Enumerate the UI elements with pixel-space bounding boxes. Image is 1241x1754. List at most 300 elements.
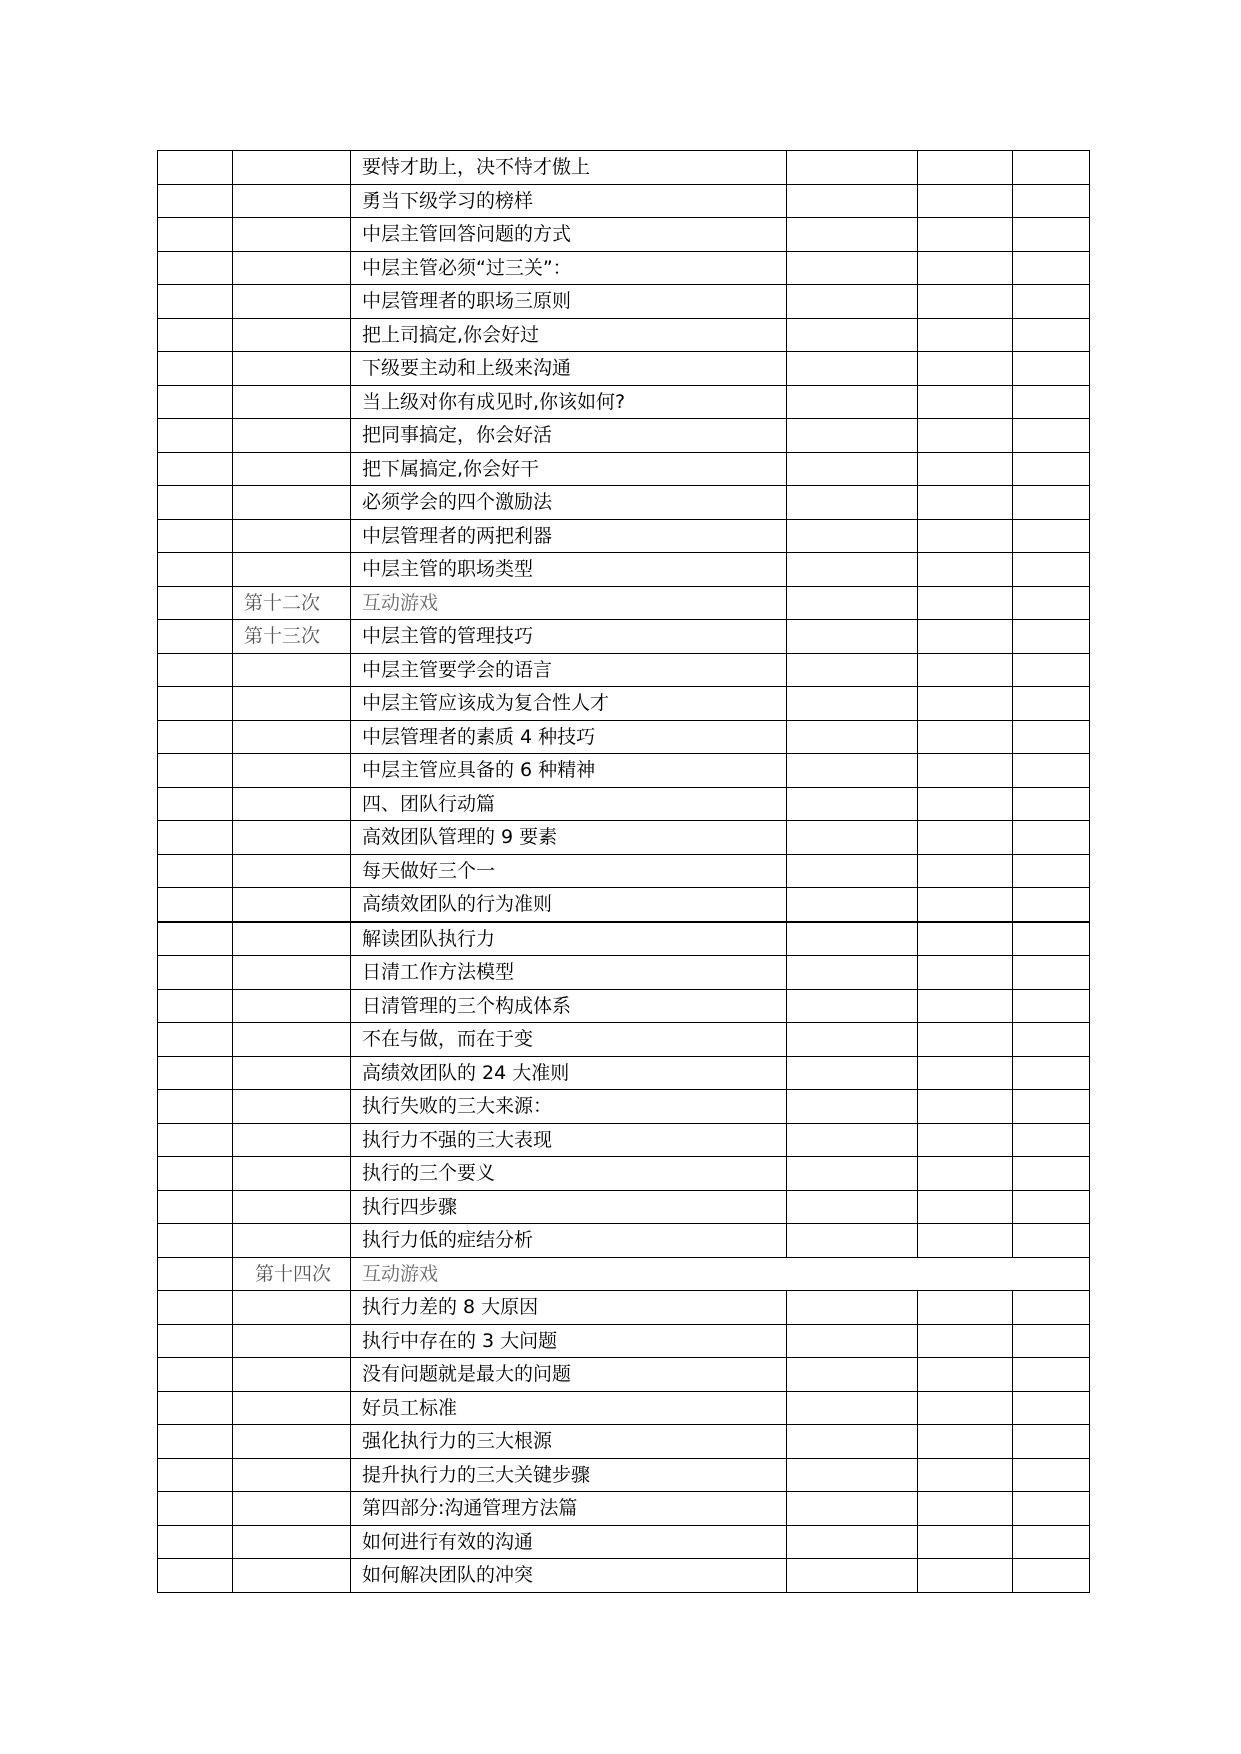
- cell-session: [233, 989, 351, 1023]
- topic-text: 执行力低的症结分析: [362, 1229, 534, 1252]
- cell-session: [233, 1257, 351, 1291]
- table-row: [158, 419, 1090, 453]
- topic-text: 强化执行力的三大根源: [362, 1430, 553, 1453]
- cell-extra-3: [1013, 989, 1090, 1023]
- cell-session: [233, 888, 351, 922]
- topic-text: 中层主管的管理技巧: [362, 625, 534, 648]
- topic-text: 执行四步骤: [362, 1195, 458, 1218]
- table-row: [158, 620, 1090, 654]
- session-label: 第十四次: [255, 1262, 332, 1285]
- cell-index: [158, 1023, 233, 1057]
- topic-text: 提升执行力的三大关键步骤: [362, 1463, 591, 1486]
- cell-index: [158, 1458, 233, 1492]
- cell-extra-2: [918, 419, 1013, 453]
- topic-text: 中层主管的职场类型: [362, 558, 534, 581]
- table-row: [158, 352, 1090, 386]
- cell-extra-3: [1013, 787, 1090, 821]
- cell-extra-1: [787, 1056, 918, 1090]
- topic-text: 中层主管应该成为复合性人才: [362, 692, 610, 715]
- cell-extra-3: [1013, 1492, 1090, 1526]
- cell-extra-3: [1013, 218, 1090, 252]
- cell-topic: [351, 1257, 1090, 1291]
- cell-extra-1: [787, 218, 918, 252]
- cell-session: [233, 586, 351, 620]
- cell-index: [158, 385, 233, 419]
- cell-extra-1: [787, 285, 918, 319]
- cell-extra-1: [787, 1224, 918, 1258]
- cell-extra-1: [787, 452, 918, 486]
- table-row: [158, 1358, 1090, 1392]
- cell-index: [158, 419, 233, 453]
- cell-topic: [351, 854, 787, 888]
- cell-extra-3: [1013, 184, 1090, 218]
- cell-extra-2: [918, 1458, 1013, 1492]
- cell-topic: [351, 251, 787, 285]
- cell-index: [158, 1090, 233, 1124]
- cell-session: [233, 1224, 351, 1258]
- cell-session: [233, 653, 351, 687]
- cell-index: [158, 184, 233, 218]
- session-label: 第十三次: [244, 625, 321, 648]
- cell-session: [233, 787, 351, 821]
- cell-extra-1: [787, 251, 918, 285]
- cell-session: [233, 854, 351, 888]
- cell-extra-2: [918, 1358, 1013, 1392]
- topic-text: 必须学会的四个激励法: [362, 491, 553, 514]
- table-row: [158, 586, 1090, 620]
- cell-extra-3: [1013, 318, 1090, 352]
- topic-text: 执行力差的 8 大原因: [362, 1296, 539, 1319]
- cell-index: [158, 821, 233, 855]
- cell-extra-2: [918, 352, 1013, 386]
- cell-extra-3: [1013, 1291, 1090, 1325]
- cell-index: [158, 586, 233, 620]
- topic-text: 勇当下级学习的榜样: [362, 189, 534, 212]
- cell-extra-3: [1013, 553, 1090, 587]
- cell-extra-3: [1013, 1123, 1090, 1157]
- table-row: [158, 1559, 1090, 1593]
- cell-session: [233, 1157, 351, 1191]
- cell-topic: [351, 922, 787, 956]
- table-row: [158, 1157, 1090, 1191]
- cell-topic: [351, 385, 787, 419]
- cell-session: [233, 1425, 351, 1459]
- cell-extra-2: [918, 1123, 1013, 1157]
- cell-session: [233, 1358, 351, 1392]
- cell-index: [158, 754, 233, 788]
- cell-extra-3: [1013, 956, 1090, 990]
- table-row: [158, 318, 1090, 352]
- cell-extra-1: [787, 854, 918, 888]
- cell-session: [233, 151, 351, 185]
- cell-index: [158, 1559, 233, 1593]
- cell-extra-2: [918, 1525, 1013, 1559]
- cell-extra-3: [1013, 1358, 1090, 1392]
- cell-session: [233, 1090, 351, 1124]
- cell-topic: [351, 1056, 787, 1090]
- cell-extra-2: [918, 956, 1013, 990]
- cell-extra-2: [918, 1190, 1013, 1224]
- cell-topic: [351, 151, 787, 185]
- cell-index: [158, 285, 233, 319]
- table-row: [158, 151, 1090, 185]
- cell-extra-1: [787, 1190, 918, 1224]
- cell-session: [233, 687, 351, 721]
- cell-index: [158, 318, 233, 352]
- cell-extra-1: [787, 1425, 918, 1459]
- cell-index: [158, 519, 233, 553]
- topic-text: 执行力不强的三大表现: [362, 1128, 553, 1151]
- cell-topic: [351, 821, 787, 855]
- table-row: [158, 720, 1090, 754]
- table-body: [158, 151, 1090, 1593]
- cell-session: [233, 1190, 351, 1224]
- topic-text: 高效团队管理的 9 要素: [362, 826, 558, 849]
- cell-extra-1: [787, 586, 918, 620]
- topic-text: 四、团队行动篇: [362, 792, 496, 815]
- cell-session: [233, 1492, 351, 1526]
- cell-index: [158, 687, 233, 721]
- cell-topic: [351, 586, 787, 620]
- cell-extra-3: [1013, 720, 1090, 754]
- cell-index: [158, 653, 233, 687]
- cell-extra-2: [918, 620, 1013, 654]
- cell-session: [233, 251, 351, 285]
- cell-extra-2: [918, 1157, 1013, 1191]
- cell-extra-2: [918, 318, 1013, 352]
- cell-extra-2: [918, 553, 1013, 587]
- cell-extra-2: [918, 1090, 1013, 1124]
- course-schedule-table: [157, 150, 1090, 1593]
- topic-text: 执行失败的三大来源：: [362, 1095, 553, 1118]
- table-row: [158, 184, 1090, 218]
- table-row: [158, 1056, 1090, 1090]
- cell-extra-1: [787, 888, 918, 922]
- cell-index: [158, 787, 233, 821]
- cell-index: [158, 888, 233, 922]
- cell-extra-2: [918, 184, 1013, 218]
- cell-extra-3: [1013, 519, 1090, 553]
- cell-extra-1: [787, 787, 918, 821]
- cell-extra-2: [918, 854, 1013, 888]
- cell-extra-1: [787, 922, 918, 956]
- cell-session: [233, 1559, 351, 1593]
- table-row: [158, 285, 1090, 319]
- topic-text: 把同事搞定，你会好活: [362, 424, 553, 447]
- cell-extra-1: [787, 1157, 918, 1191]
- topic-text: 执行的三个要义: [362, 1162, 496, 1185]
- cell-extra-3: [1013, 151, 1090, 185]
- cell-extra-3: [1013, 1090, 1090, 1124]
- cell-topic: [351, 1458, 787, 1492]
- cell-extra-3: [1013, 1190, 1090, 1224]
- table-row: [158, 1391, 1090, 1425]
- table-row: [158, 1123, 1090, 1157]
- cell-index: [158, 486, 233, 520]
- cell-extra-3: [1013, 1324, 1090, 1358]
- topic-text: 下级要主动和上级来沟通: [362, 357, 572, 380]
- cell-topic: [351, 1157, 787, 1191]
- cell-extra-3: [1013, 754, 1090, 788]
- cell-topic: [351, 1425, 787, 1459]
- cell-index: [158, 1257, 233, 1291]
- table-row: [158, 956, 1090, 990]
- cell-topic: [351, 687, 787, 721]
- table-row: [158, 519, 1090, 553]
- cell-session: [233, 1056, 351, 1090]
- cell-index: [158, 1358, 233, 1392]
- cell-extra-1: [787, 956, 918, 990]
- cell-index: [158, 922, 233, 956]
- table-row: [158, 251, 1090, 285]
- cell-extra-3: [1013, 1525, 1090, 1559]
- cell-extra-3: [1013, 419, 1090, 453]
- topic-text: 当上级对你有成见时,你该如何?: [362, 390, 626, 413]
- table-row: [158, 1425, 1090, 1459]
- cell-topic: [351, 218, 787, 252]
- topic-text: 中层管理者的职场三原则: [362, 290, 572, 313]
- cell-extra-3: [1013, 888, 1090, 922]
- cell-topic: [351, 1090, 787, 1124]
- cell-extra-2: [918, 251, 1013, 285]
- cell-extra-3: [1013, 1023, 1090, 1057]
- cell-session: [233, 218, 351, 252]
- cell-extra-3: [1013, 285, 1090, 319]
- cell-topic: [351, 1224, 787, 1258]
- table-row: [158, 452, 1090, 486]
- cell-extra-1: [787, 821, 918, 855]
- cell-extra-1: [787, 151, 918, 185]
- cell-topic: [351, 720, 787, 754]
- cell-index: [158, 989, 233, 1023]
- cell-topic: [351, 184, 787, 218]
- cell-session: [233, 318, 351, 352]
- cell-extra-1: [787, 553, 918, 587]
- cell-session: [233, 720, 351, 754]
- cell-extra-2: [918, 1425, 1013, 1459]
- table-row: [158, 821, 1090, 855]
- cell-extra-1: [787, 1559, 918, 1593]
- topic-text: 把上司搞定,你会好过: [362, 323, 540, 346]
- cell-extra-3: [1013, 653, 1090, 687]
- cell-session: [233, 1123, 351, 1157]
- topic-text: 如何进行有效的沟通: [362, 1530, 534, 1553]
- table-row: [158, 922, 1090, 956]
- cell-extra-2: [918, 1324, 1013, 1358]
- cell-index: [158, 620, 233, 654]
- cell-extra-3: [1013, 586, 1090, 620]
- cell-topic: [351, 285, 787, 319]
- cell-topic: [351, 1190, 787, 1224]
- cell-topic: [351, 620, 787, 654]
- cell-extra-3: [1013, 1056, 1090, 1090]
- cell-session: [233, 956, 351, 990]
- cell-session: [233, 922, 351, 956]
- cell-topic: [351, 1525, 787, 1559]
- cell-index: [158, 1492, 233, 1526]
- table-row: [158, 1224, 1090, 1258]
- cell-extra-1: [787, 1525, 918, 1559]
- cell-extra-1: [787, 184, 918, 218]
- topic-text: 中层管理者的素质 4 种技巧: [362, 725, 596, 748]
- topic-text: 日清工作方法模型: [362, 961, 515, 984]
- cell-session: [233, 821, 351, 855]
- cell-extra-3: [1013, 486, 1090, 520]
- cell-topic: [351, 1291, 787, 1325]
- topic-text: 每天做好三个一: [362, 859, 496, 882]
- cell-extra-3: [1013, 1391, 1090, 1425]
- session-label: 第十二次: [244, 591, 321, 614]
- cell-topic: [351, 419, 787, 453]
- cell-extra-1: [787, 653, 918, 687]
- topic-text: 不在与做，而在于变: [362, 1028, 534, 1051]
- topic-text: 高绩效团队的 24 大准则: [362, 1061, 570, 1084]
- cell-index: [158, 218, 233, 252]
- cell-session: [233, 754, 351, 788]
- table-row: [158, 888, 1090, 922]
- topic-text: 中层主管要学会的语言: [362, 658, 553, 681]
- cell-extra-2: [918, 285, 1013, 319]
- cell-topic: [351, 1492, 787, 1526]
- cell-extra-2: [918, 787, 1013, 821]
- cell-topic: [351, 888, 787, 922]
- cell-extra-2: [918, 218, 1013, 252]
- cell-extra-2: [918, 1224, 1013, 1258]
- cell-extra-3: [1013, 385, 1090, 419]
- table-row: [158, 218, 1090, 252]
- cell-extra-2: [918, 1291, 1013, 1325]
- topic-text: 要恃才助上，决不恃才傲上: [362, 156, 591, 179]
- cell-extra-2: [918, 888, 1013, 922]
- topic-text: 把下属搞定,你会好干: [362, 457, 540, 480]
- cell-index: [158, 1391, 233, 1425]
- cell-extra-2: [918, 1492, 1013, 1526]
- cell-index: [158, 1224, 233, 1258]
- topic-text: 日清管理的三个构成体系: [362, 994, 572, 1017]
- topic-text: 中层主管回答问题的方式: [362, 223, 572, 246]
- cell-extra-1: [787, 1090, 918, 1124]
- cell-topic: [351, 1358, 787, 1392]
- cell-extra-1: [787, 989, 918, 1023]
- cell-extra-3: [1013, 1224, 1090, 1258]
- table-row: [158, 854, 1090, 888]
- cell-topic: [351, 1559, 787, 1593]
- cell-extra-1: [787, 352, 918, 386]
- table-row: [158, 385, 1090, 419]
- table-row: [158, 1190, 1090, 1224]
- cell-topic: [351, 1023, 787, 1057]
- cell-topic: [351, 486, 787, 520]
- topic-text: 如何解决团队的冲突: [362, 1564, 534, 1587]
- topic-text: 好员工标准: [362, 1396, 458, 1419]
- cell-index: [158, 251, 233, 285]
- cell-extra-1: [787, 754, 918, 788]
- cell-extra-3: [1013, 1559, 1090, 1593]
- cell-session: [233, 1324, 351, 1358]
- cell-extra-3: [1013, 687, 1090, 721]
- cell-extra-2: [918, 1023, 1013, 1057]
- cell-index: [158, 1123, 233, 1157]
- topic-text: 没有问题就是最大的问题: [362, 1363, 572, 1386]
- cell-topic: [351, 519, 787, 553]
- table-row: [158, 486, 1090, 520]
- cell-index: [158, 956, 233, 990]
- cell-session: [233, 1023, 351, 1057]
- cell-session: [233, 352, 351, 386]
- cell-extra-1: [787, 720, 918, 754]
- cell-extra-2: [918, 586, 1013, 620]
- table-row: [158, 787, 1090, 821]
- cell-session: [233, 1525, 351, 1559]
- cell-extra-3: [1013, 1458, 1090, 1492]
- cell-extra-1: [787, 1023, 918, 1057]
- cell-session: [233, 1291, 351, 1325]
- cell-extra-2: [918, 922, 1013, 956]
- topic-text: 中层管理者的两把利器: [362, 524, 553, 547]
- cell-index: [158, 720, 233, 754]
- cell-index: [158, 1056, 233, 1090]
- cell-extra-1: [787, 1358, 918, 1392]
- cell-extra-3: [1013, 352, 1090, 386]
- cell-extra-2: [918, 687, 1013, 721]
- topic-text: 互动游戏: [362, 591, 439, 614]
- cell-extra-2: [918, 519, 1013, 553]
- cell-extra-1: [787, 318, 918, 352]
- cell-index: [158, 553, 233, 587]
- cell-topic: [351, 1324, 787, 1358]
- cell-session: [233, 620, 351, 654]
- cell-extra-2: [918, 1391, 1013, 1425]
- cell-extra-1: [787, 1391, 918, 1425]
- cell-index: [158, 1525, 233, 1559]
- cell-extra-1: [787, 1458, 918, 1492]
- cell-extra-3: [1013, 821, 1090, 855]
- table-row: [158, 1090, 1090, 1124]
- cell-session: [233, 419, 351, 453]
- cell-extra-2: [918, 1559, 1013, 1593]
- table-row: [158, 687, 1090, 721]
- cell-session: [233, 385, 351, 419]
- cell-extra-2: [918, 1056, 1013, 1090]
- topic-text: 中层主管应具备的 6 种精神: [362, 759, 596, 782]
- cell-extra-3: [1013, 452, 1090, 486]
- cell-session: [233, 184, 351, 218]
- cell-extra-2: [918, 385, 1013, 419]
- cell-extra-2: [918, 989, 1013, 1023]
- cell-session: [233, 285, 351, 319]
- cell-index: [158, 1425, 233, 1459]
- table-row: [158, 1492, 1090, 1526]
- cell-session: [233, 486, 351, 520]
- table-row: [158, 1291, 1090, 1325]
- cell-extra-1: [787, 1123, 918, 1157]
- table-row: [158, 1257, 1090, 1291]
- cell-topic: [351, 956, 787, 990]
- cell-extra-3: [1013, 620, 1090, 654]
- cell-extra-1: [787, 519, 918, 553]
- cell-extra-1: [787, 620, 918, 654]
- cell-extra-3: [1013, 922, 1090, 956]
- table-row: [158, 754, 1090, 788]
- cell-index: [158, 452, 233, 486]
- cell-extra-3: [1013, 251, 1090, 285]
- cell-session: [233, 452, 351, 486]
- topic-text: 执行中存在的 3 大问题: [362, 1329, 558, 1352]
- cell-extra-3: [1013, 854, 1090, 888]
- cell-topic: [351, 1391, 787, 1425]
- cell-index: [158, 1190, 233, 1224]
- table-row: [158, 553, 1090, 587]
